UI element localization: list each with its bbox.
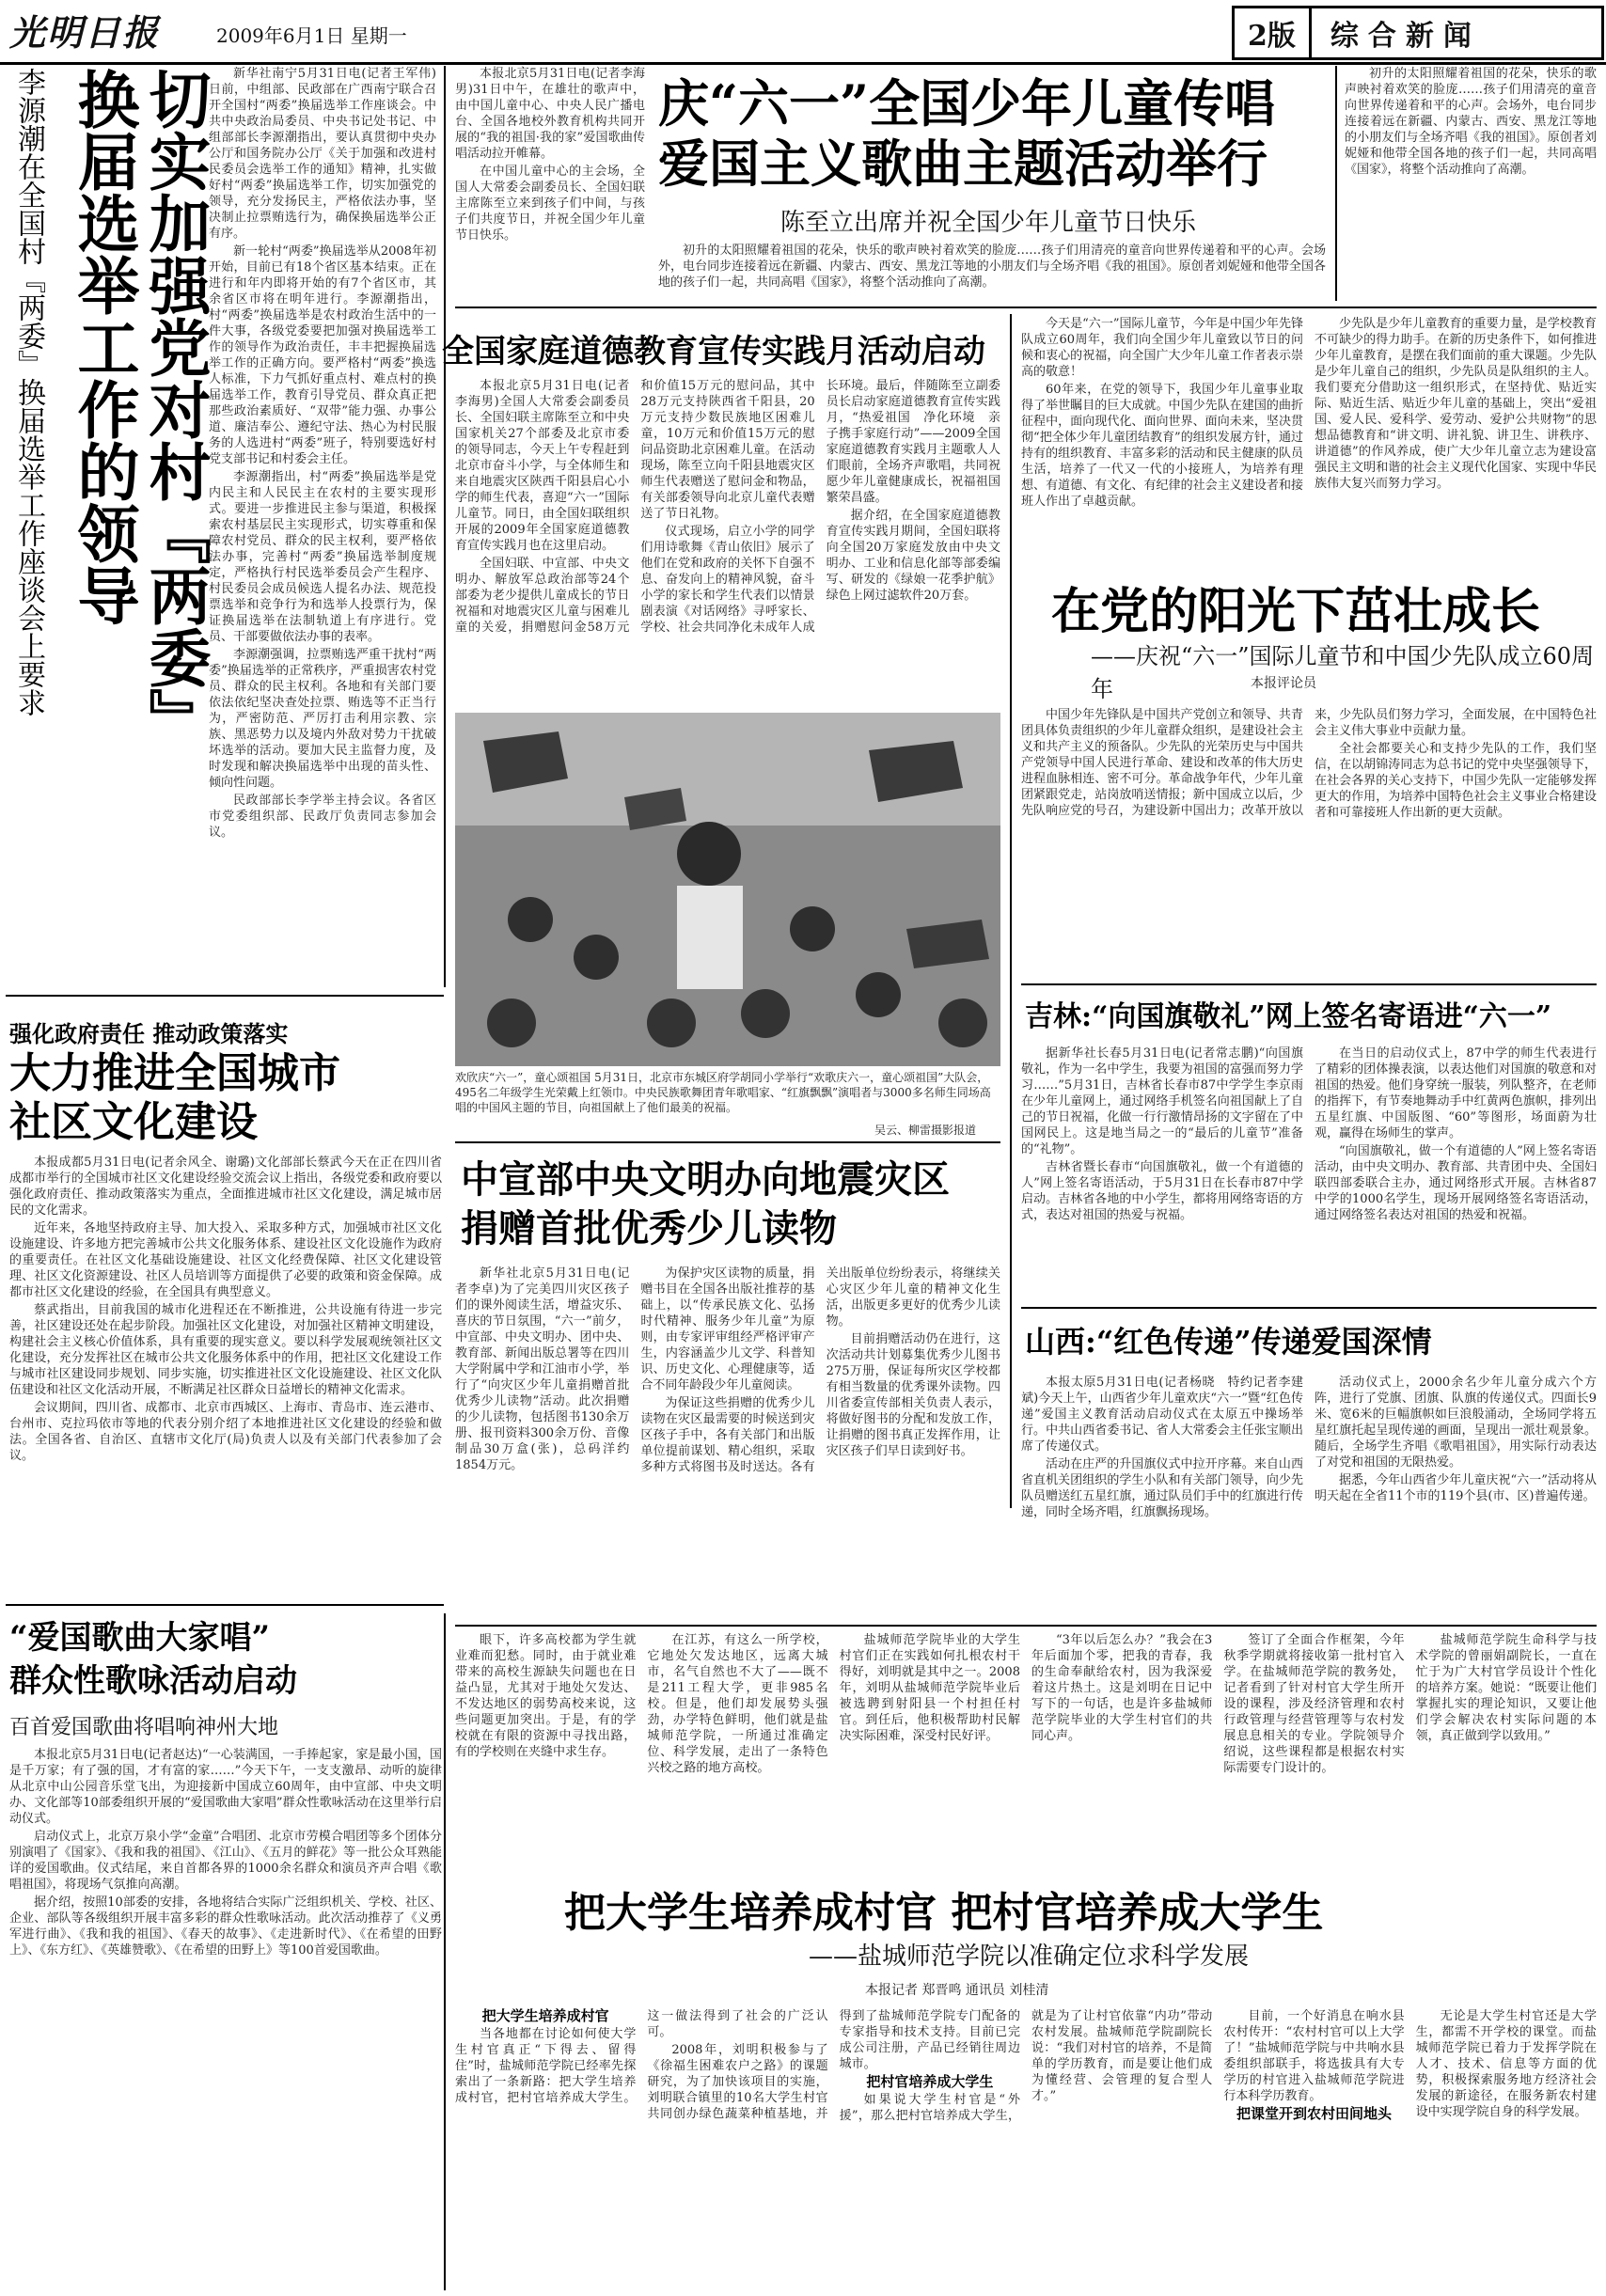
editorial-body bbox=[1021, 707, 1597, 980]
college-subhead: ——盐城师范学院以准确定位求科学发展 bbox=[809, 1942, 1250, 1971]
college-paragraph: 盐城师范学院毕业的大学生村官们正在实践如何扎根农村干得好，刘明就是其中之一。2008年，刘明从盐城师范学院毕业后被选聘到射阳县一个村担任村官。到任后，他积极帮助村民解决实际困难，深受村民好评。 bbox=[839, 1633, 1020, 1743]
college-paragraph: 在江苏，有这么一所学校，它地处欠发达地区，远离大城市，名气自然也不大了——既不是211工程大学，更非985名校。但是，他们却发展势头强劲，办学特色鲜明，他们就是盐城师范学院，一所通过准确定位、科学发展，走出了一条特色兴校之路的地方高校。 bbox=[647, 1633, 828, 1775]
column-rule bbox=[1010, 314, 1012, 1508]
top-feature-continuation bbox=[1345, 66, 1597, 301]
lead-subhead: 李源潮在全国村『两委』换届选举工作座谈会上要求 bbox=[12, 68, 45, 716]
jilin-paragraph: 吉林省暨长春市“向国旗敬礼，做一个有道德的人”网上签名寄语活动，于5月31日在长春市87中学启动。吉林省各地的中小学生，都将用网络寄语的方式，表达对祖国的热爱与祝福。 bbox=[1021, 1160, 1303, 1222]
readers-paragraph: 目前捐赠活动仍在进行，这次活动共计划募集优秀少儿图书275万册，保证每所灾区学校都有相当数量的优秀课外读物。四川省委宣传部相关负责人表示，将做好图书的分配和发放工作，让捐赠的图书真正发挥作用，让灾区孩子们早日读到好书。 bbox=[826, 1332, 1000, 1458]
culture-body bbox=[9, 1155, 442, 1596]
shanxi-headline: 山西:“红色传递”传递爱国深情 bbox=[1025, 1324, 1432, 1360]
college-paragraph: 无论是大学生村官还是大学生，都需不开学校的课堂。而盐城师范学院已着力于发挥学院在人才、技术、信息等方面的优势，积极探索服务地方经济社会发展的新途径，在服务新农村建设中实现学院自身的科学发展。 bbox=[1415, 2009, 1597, 2119]
song-body bbox=[9, 1747, 442, 2288]
college-subheading: 把课堂开到农村田间地头 bbox=[1236, 2105, 1392, 2122]
shanxi-paragraph: 据悉，今年山西省少年儿童庆祝“六一”活动将从明天起在全省11个市的119个县(市、区)普遍传递。 bbox=[1315, 1473, 1597, 1503]
column-rule bbox=[1335, 66, 1337, 301]
section-rule bbox=[1021, 1307, 1597, 1309]
college-upper-body bbox=[455, 1632, 1597, 1867]
readers-body bbox=[455, 1266, 1000, 1617]
column-rule bbox=[444, 1613, 446, 2290]
jilin-paragraph: 据新华社长春5月31日电(记者常志鹏)“向国旗敬礼，作为一名中学生，我要为祖国的富强而努力学习……”5月31日，吉林省长春市87中学学生李京雨在少年儿童网上，通过网络手机签名向祖国献上了自己的节日祝福，化做一行行激情昂扬的文字留在了中国网民上。这是地当局之一的“最后的儿童节”准备的“礼物”。 bbox=[1021, 1046, 1303, 1156]
college-paragraph: 目前，一个好消息在响水县农村传开：“农村村官可以上大学了！”盐城师范学院与中共响水县委组织部联手，将选拔具有大专学历的村官进入盐城师范学院进行本科学历教育。 bbox=[1223, 2009, 1405, 2103]
editorial-byline: 本报评论员 bbox=[1251, 676, 1316, 691]
culture-headline-line2: 社区文化建设 bbox=[9, 1098, 258, 1146]
top-feature-paragraph: 本报北京5月31日电(记者李海男)31日中午，在雄壮的歌声中，由中国儿童中心、中央人民广播电台、全国各地校外教育机构共同开展的“我的祖国·我的家”爱国歌曲传唱活动拉开帷幕。 bbox=[455, 67, 645, 161]
culture-paragraph: 蔡武指出，目前我国的城市化进程还在不断推进，公共设施有待进一步完善，社区建设还处在起步阶段。加强社区文化建设，对加强社区精神文明建设，构建社会主义核心价值体系，具有重要的现实意义。要以科学发展观统领社区文化建设，充分发挥社区在城市公共文化服务体系中的作用，把社区文化建设工作与城市社区建设同步规划、同步实施，切实推进社区文化设施建设、社区文化队伍建设和社区文化活动开展，不断满足社区群众日益增长的精神文化需求。 bbox=[9, 1303, 442, 1397]
lead-body-paragraph: 李源潮强调，拉票贿选严重干扰村“两委”换届选举的正常秩序，严重损害农村党员、群众的民主权利。各地和有关部门要依法依纪坚决查处拉票、贿选等不正当行为，严密防范、严厉打击利用宗教、宗族、黑恶势力以及境内外敌对势力干扰破坏选举的活动。要加大民主监督力度，及时发现和解决换届选举中出现的苗头性、倾向性问题。 bbox=[209, 648, 436, 790]
lead-headline-line1: 切实加强党对村『两委』 bbox=[138, 68, 212, 750]
editorial-paragraph: 中国少年先锋队是中国共产党创立和领导、共青团具体负责组织的少年儿童群众组织，是建设社会主义和共产主义的预备队。少先队的光荣历史与中国共产党领导中国人民进行革命、建设和改革的伟大历史进程血脉相连、密不可分。革命战争年代，少年儿童团紧跟党走，站岗放哨送情报；新中国成立以后，少先队响应党的号召，为建设新中国出力；改革开放以来，少先队员们努力学习，全面发展，在中国特色社会主义伟大事业中贡献力量。 bbox=[1021, 708, 1597, 818]
lead-body-paragraph: 民政部部长李学举主持会议。各省区市党委组织部、民政厅负责同志参加会议。 bbox=[209, 794, 436, 840]
shanxi-paragraph: 活动在庄严的升国旗仪式中拉开序幕。来自山西省直机关团组织的学生小队和有关部门领导，向少先队员赠送红五星红旗，通过队员们手中的红旗进行传递，同时全场齐唱，红旗飘扬现场。 bbox=[1021, 1457, 1303, 1519]
shanxi-body bbox=[1021, 1375, 1597, 1617]
song-subhead: 百首爱国歌曲将唱响神州大地 bbox=[9, 1716, 279, 1739]
editorial-subhead: ——庆祝“六一”国际儿童节和中国少先队成立60周年 bbox=[1091, 643, 1595, 702]
song-paragraph: 本报北京5月31日电(记者赵达)“一心装满国，一手捧起家，家是最小国，国是千万家；有了强的国，才有富的家……”今天下午，一支支激昂、动听的旋律从北京中山公园音乐堂飞出，为迎接新中国成立60周年，由中宣部、中央文明办、文化部等10部委组织开展的“爱国歌曲大家唱”群众性歌咏活动在这里举行启动仪式。 bbox=[9, 1748, 442, 1826]
top-feature-paragraph: 初升的太阳照耀着祖国的花朵，快乐的歌声映衬着欢笑的脸庞……孩子们用清亮的童音向世界传递着和平的心声。会场外，电台同步连接着远在新疆、内蒙古、西安、黑龙江等地的小朋友们与全场齐唱《我的祖国》。原创者刘妮娅和他带全国各地的孩子们一起，共同高唱《国家》，将整个活动推向了高潮。 bbox=[1345, 67, 1597, 177]
culture-paragraph: 本报成都5月31日电(记者余风全、谢璐)文化部部长蔡武今天在正在四川省成都市举行的全国城市社区文化建设经验交流会议上指出，各级党委和政府要以强化政府责任、推动政策落实为重点，全面推进城市社区文化建设，满足城市居民的文化需求。 bbox=[9, 1156, 442, 1218]
college-paragraph: 眼下，许多高校都为学生就业难而犯愁。同时，由于就业难带来的高校生源缺失问题也在日益凸显，尤其对于地处欠发达、不发达地区的弱势高校来说，这些问题更加突出。于是，有的学校就在有限的资源中寻找出路，有的学校则在夹缝中求生存。 bbox=[455, 1633, 637, 1759]
lead-body-paragraph: 新华社南宁5月31日电(记者王军伟)日前，中组部、民政部在广西南宁联合召开全国村“两委”换届选举工作座谈会。中共中央政治局委员、中央书记处书记、中组部部长李源潮指出，要认真贯彻中央办公厅和国务院办公厅《关于加强和改进村民委员会选举工作的通知》精神，扎实做好村“两委”换届选举工作，切实加强党的领导，充分发扬民主，严格依法办事，坚决制止拉票贿选行为，确保换届选举公正有序。 bbox=[209, 67, 436, 241]
college-paragraph: 签订了全面合作框架，今年秋季学期就将接收第一批村官入学。在盐城师范学院的教务处，记者看到了针对村官大学生所开设的课程，涉及经济管理和农村行政管理与经营管理等与农村发展息息相关的专业。学院领导介绍说，这些课程都是根据农村实际需要专门设计的。 bbox=[1223, 1633, 1405, 1775]
college-lower-body bbox=[455, 2008, 1597, 2288]
college-subheading: 把村官培养成大学生 bbox=[866, 2073, 994, 2090]
readers-paragraph: 为保护灾区读物的质量，捐赠书目在全国各出版社推荐的基础上，以“传承民族文化、弘扬时代精神、服务少年儿童”为原则，由专家评审组经严格评审产生，内容涵盖少儿文学、科普知识、历史文化、心理健康等，适合不同年龄段少年儿童阅读。 bbox=[640, 1266, 815, 1392]
jilin-paragraph: “向国旗敬礼，做一个有道德的人”网上签名寄语活动，由中央文明办、教育部、共青团中央、全国妇联四部委联合主办，通过网络形式开展。吉林省87中学的1000名学生，现场开展网络签名寄语活动，通过网络签名表达对祖国的热爱和祝福。 bbox=[1315, 1144, 1597, 1222]
section-rule bbox=[6, 1604, 444, 1606]
culture-paragraph: 近年来，各地坚持政府主导、加大投入、采取多种方式，加强城市社区文化设施建设、许多地方把完善城市公共文化服务体系、建设社区文化设施作为政府的重要责任。在社区文化基础设施建设、社区文化经费保障、社区文化建设管理、社区文化资源建设、社区人员培训等方面提供了必要的政策和资金保障。成都市社区文化建设的经验，在全国具有典型意义。 bbox=[9, 1221, 442, 1299]
lead-body-paragraph: 新一轮村“两委”换届选举从2008年初开始，目前已有18个省区基本结束。正在进行和年内即将开始的有7个省区市，其余省区市将在明年进行。李源潮指出，村“两委”换届选举是农村政治生活中的一件大事，各级党委要把加强对换届选举工作的领导作为政治责任，丰丰把握换届选举工作的正确方向。要严格村“两委”换选人标准，下力气抓好重点村、难点村的换届选举工作，教育引导党员、群众真正把那些政治素质好、“双带”能力强、办事公道、廉洁奉公、遵纪守法、热心为村民服务的人选进村“两委”班子，特别要选好村党支部书记和村委会主任。 bbox=[209, 244, 436, 466]
readers-headline-line1: 中宣部中央文明办向地震灾区 bbox=[461, 1157, 950, 1202]
top-feature-paragraph: 初升的太阳照耀着祖国的花朵，快乐的歌声映衬着欢笑的脸庞……孩子们用清亮的童音向世界传递着和平的心声。会场外，电台同步连接着远在新疆、内蒙古、西安、黑龙江等地的小朋友们与全场齐唱《我的祖国》。原创者刘妮娅和他带全国各地的孩子们一起，共同高唱《国家》，将整个活动推向了高潮。 bbox=[658, 244, 1326, 290]
jilin-paragraph: 在当日的启动仪式上，87中学的师生代表进行了精彩的团体操表演，以表达他们对国旗的敬意和对祖国的热爱。他们身穿统一服装，列队整齐，在老师的指挥下，有节奏地舞动手中红黄两色旗帜，排列出五星红旗、中国版图、“60”等图形，场面蔚为壮观，赢得在场师生的掌声。 bbox=[1315, 1046, 1597, 1140]
editorial-paragraph: 全社会都要关心和支持少先队的工作，我们坚信，在以胡锦涛同志为总书记的党中央坚强领导下，在社会各界的关心支持下，中国少先队一定能够发挥更大的作用，为培养中国特色社会主义事业合格建设者和可靠接班人作出新的更大贡献。 bbox=[1315, 742, 1597, 820]
college-paragraph: 如果说大学生村官是“外援”，那么把村官培养成大学生，就是为了让村官依靠“内功”带动农村发展。盐城师范学院副院长说：“我们对村官的培养，不是简单的学历教育，而是要让他们成为懂经营、会管理的复合型人才。” bbox=[839, 2009, 1213, 2123]
editorial-headline: 在党的阳光下茁壮成长 bbox=[1051, 583, 1541, 640]
page-section-box bbox=[1232, 6, 1604, 60]
top-feature-subhead: 陈至立出席并祝全国少年儿童节日快乐 bbox=[780, 209, 1197, 237]
song-headline-line2: 群众性歌咏活动启动 bbox=[9, 1662, 297, 1700]
top-feature-paragraph: 在中国儿童中心的主会场，全国人大常委会副委员长、全国妇联主席陈至立来到孩子们中间，与孩子们共度节日，并祝全国少年儿童节日快乐。 bbox=[455, 165, 645, 243]
lead-headline-line2: 换届选举工作的领导 bbox=[67, 68, 140, 626]
editorial-intro bbox=[1021, 316, 1597, 589]
column-rule bbox=[444, 66, 446, 987]
photo-caption: 欢欣庆“六一”，童心颂祖国 5月31日，北京市东城区府学胡同小学举行“欢歌庆六一，童心颂祖国”大队会，495名二年级学生光荣戴上红领巾。中央民族歌舞团青年歌唱家、“红旗飘飘”演唱者与3000多名师生同场高唱的中国风主题的节目，向祖国献上了他们最美的祝福。 bbox=[455, 1071, 991, 1114]
readers-paragraph: 新华社北京5月31日电(记者李卓)为了完美四川灾区孩子们的课外阅读生活，增益灾乐、喜庆的节日氛围，“六一”前夕，中宣部、中央文明办、团中央、教育部、新闻出版总署等在四川大学附属中学和江油市小学，举行了“向灾区少年儿童捐赠首批优秀少儿读物”活动。此次捐赠的少儿读物，包括图书130余万册、报刊资料300余万份、音像制品30万盒(张)，总码洋约1854万元。 bbox=[455, 1266, 630, 1472]
family-paragraph: 全国妇联、中宣部、中央文明办、解放军总政治部等24个部委为老少提供儿童成长的节日祝福和对地震灾区儿童与困难儿童的关爱，捐赠慰问金58万元和价值15万元的慰问品，其中28万元支持陕西省千阳县，20万元支持少数民族地区困难儿童，10万元和价值15万元的慰问品资助北京困难儿童。在活动现场，陈至立向千阳县地震灾区师生代表赠送了慰问金和物品，有关部委领导向北京儿童代表赠送了节日礼物。 bbox=[455, 379, 815, 635]
masthead: 光明日报 bbox=[9, 11, 161, 54]
college-paragraph: 2008年，刘明积极参与了《徐福生困难农户之路》的课题研究，为了加快该项目的实施，刘明联合镇里的10名大学生村官共同创办绿色蔬菜种植基地，并得到了盐城师范学院专门配备的专家指导和技术支持。目前已完成公司注册，产品已经销往周边城市。 bbox=[647, 2009, 1020, 2121]
song-paragraph: 据介绍，按照10部委的安排，各地将结合实际广泛组织机关、学校、社区、企业、部队等各级组织开展丰富多彩的群众性歌咏活动。此次活动推荐了《义勇军进行曲》、《我和我的祖国》、《春天的故事》、《走进新时代》、《在希望的田野上》、《东方红》、《英雄赞歌》、《在希望的田野上》等100首爱国歌曲。 bbox=[9, 1895, 442, 1958]
top-feature-headline-line1: 庆“六一”全国少年儿童传唱 bbox=[658, 73, 1276, 134]
family-paragraph: 据介绍，在全国家庭道德教育宣传实践月期间，全国妇联将向全国20万家庭发放由中央文明办、工业和信息化部等部委编写、研发的《绿娘一花季护航》绿色上网过滤软件20万套。 bbox=[826, 509, 1000, 603]
song-paragraph: 启动仪式上，北京万泉小学“金童”合唱团、北京市劳模合唱团等多个团体分别演唱了《国家》、《我和我的祖国》、《江山》、《五月的鲜花》等一批公众耳熟能详的爱国歌曲。仪式结尾，来自首都各界的1000余名群众和演员齐声合唱《歌唱祖国》，将现场气氛推向高潮。 bbox=[9, 1830, 442, 1892]
shanxi-paragraph: 活动仪式上，2000余名少年儿童分成六个方阵，进行了党旗、团旗、队旗的传递仪式。四面长9米、宽6米的巨幅旗帜如巨浪般涌动，全场同学将五星红旗托起呈现传递的画面，呈现出一派壮观景象。随后，全场学生齐唱《歌唱祖国》，用实际行动表达了对党和祖国的无限热爱。 bbox=[1315, 1376, 1597, 1470]
college-paragraph: 盐城师范学院生命科学与技术学院的曾丽娟副院长，一直在忙于为广大村官学员设计个性化的培养方案。她说：“既要让他们掌握扎实的理论知识，又要让他们学会解决农村实际问题的本领，真正做到学以致用。” bbox=[1415, 1633, 1597, 1743]
college-subheading: 把大学生培养成村官 bbox=[481, 2008, 609, 2024]
top-feature-headline-line2: 爱国主义歌曲主题活动举行 bbox=[658, 134, 1267, 194]
page-number: 2版 bbox=[1235, 8, 1312, 57]
jilin-headline: 吉林:“向国旗敬礼”网上签名寄语进“六一” bbox=[1025, 1000, 1552, 1033]
readers-headline-line2: 捐赠首批优秀少儿读物 bbox=[461, 1206, 837, 1250]
section-rule bbox=[6, 995, 444, 997]
section-rule bbox=[455, 1141, 1000, 1143]
photo-credit: 吴云、柳雷摄影报道 bbox=[874, 1124, 977, 1137]
issue-date: 2009年6月1日 星期一 bbox=[216, 24, 407, 47]
shanxi-paragraph: 本报太原5月31日电(记者杨晓 特约记者李建斌)今天上午，山西省少年儿童欢庆“六一”暨“红色传递”爱国主义教育活动启动仪式在太原五中操场举行。中共山西省委书记、省人大常委会主任张宝顺出席了传递仪式。 bbox=[1021, 1376, 1303, 1454]
photo-illustration bbox=[455, 713, 1000, 1066]
section-rule bbox=[1021, 983, 1597, 985]
top-feature-intro bbox=[455, 66, 645, 291]
section-rule bbox=[455, 1625, 1597, 1627]
college-headline: 把大学生培养成村官 把村官培养成大学生 bbox=[564, 1889, 1324, 1937]
section-rule bbox=[455, 307, 1597, 308]
song-headline-line1: “爱国歌曲大家唱” bbox=[9, 1619, 271, 1657]
lead-body-paragraph: 李源潮指出，村“两委”换届选举是党内民主和人民民主在农村的主要实现形式。要进一步推进民主参与渠道，积极探索农村基层民主实现形式，切实尊重和保障农村党员、群众的民主权利，要严格依法办事，完善村“两委”换届选举制度规定，严格执行村民选举委员会产生程序、村民委员会成员候选人提名办法、规范投票选举和竞争行为和选举人投票行为，保证换届选举在法制轨道上有序进行。党员、干部要做依法办事的表率。 bbox=[209, 470, 436, 644]
culture-headline-line1: 大力推进全国城市 bbox=[9, 1049, 340, 1097]
culture-paragraph: 会议期间，四川省、成都市、北京市西城区、上海市、青岛市、连云港市、台州市、克拉玛依市等地的代表分别介绍了本地推进社区文化建设的经验和做法。全国各省、自治区、直辖市文化厅(局)负责人以及有关部门代表参加了会议。 bbox=[9, 1401, 442, 1463]
college-paragraph: “3年以后怎么办？”我会在3年后面加个零，把我的青春，我的生命奉献给农村，因为我深爱着这片热土。这是刘明在日记中写下的一句话，也是许多盐城师范学院毕业的大学生村官们的共同心声。 bbox=[1031, 1633, 1213, 1743]
lead-body bbox=[209, 66, 436, 964]
culture-kicker: 强化政府责任 推动政策落实 bbox=[9, 1020, 289, 1047]
family-paragraph: 仪式现场，启立小学的同学们用诗歌舞《青山依旧》展示了他们在党和政府的关怀下自强不息、奋发向上的精神风貌，奋斗小学的家长和学生代表们以情景剧表演《对话网络》寻呼家长、学校、社会共同净化未成年人成长环境。最后，伴随陈至立副委员长启动家庭道德教育宣传实践月，“热爱祖国 净化环境 亲子携手家庭行动”——2009全国家庭道德教育实践月主题歌人人们眼前，全场齐声歌唱，共同祝愿少年儿童健康成长，祝福祖国繁荣昌盛。 bbox=[640, 379, 1000, 635]
family-headline: 全国家庭道德教育宣传实践月活动启动 bbox=[442, 333, 985, 370]
college-byline: 本报记者 郑晋鸣 通讯员 刘桂清 bbox=[865, 1983, 1049, 1998]
family-paragraph: 本报北京5月31日电(记者李海男)全国人大常委会副委员长、全国妇联主席陈至立和中央国家机关27个部委及北京市委的领导同志，今天上午专程赶到北京市奋斗小学，与全体师生和来自地震灾区陕西千阳县启心小学的师生代表，喜迎“六一”国际儿童节。同日，由全国妇联组织开展的2009年全国家庭道德教育宣传实践月也在这里启动。 bbox=[455, 379, 630, 553]
news-photo bbox=[455, 713, 1000, 1066]
family-body bbox=[455, 378, 1000, 707]
college-paragraph: 当各地都在讨论如何使大学生村官真正“下得去、留得住”时，盐城师范学院已经率先探索出了一条新路：把大学生培养成村官，把村官培养成大学生。这一做法得到了社会的广泛认可。 bbox=[455, 2009, 828, 2105]
top-feature-body bbox=[658, 243, 1326, 299]
readers-paragraph: 为保证这些捐赠的优秀少儿读物在灾区最需要的时候送到灾区孩子手中，各有关部门和出版单位提前谋划、精心组织，采取多种方式将图书及时送达。各有关出版单位纷纷表示，将继续关心灾区少年儿童的精神文化生活，出版更多更好的优秀少儿读物。 bbox=[640, 1266, 1000, 1474]
section-name: 综合新闻 bbox=[1330, 20, 1481, 53]
editorial-intro-paragraph: 今天是“六一”国际儿童节，今年是中国少年先锋队成立60周年，我们向全国少年儿童致以节日的问候和衷心的祝福，向全国广大少年儿童工作者表示崇高的敬意！ bbox=[1021, 317, 1303, 379]
editorial-intro-paragraph: 60年来，在党的领导下，我国少年儿童事业取得了举世瞩目的巨大成就。中国少先队在建国的曲折征程中，面向现代化、面向世界、面向未来，坚决贯彻“把全体少年儿童团结教育”的组织发展方针，通过持有的组织教育、丰富多彩的活动和民主健康的队员生活，培养了一代又一代的小接班人，为培养有理想、有道德、有文化、有纪律的社会主义建设者和接班人作出了卓越贡献。 bbox=[1021, 383, 1303, 509]
jilin-body bbox=[1021, 1046, 1597, 1299]
editorial-intro-paragraph: 少先队是少年儿童教育的重要力量，是学校教育不可缺少的得力助手。在新的历史条件下，如何推进少年儿童教育，是摆在我们面前的重大课题。少先队是少年儿童自己的组织，少先队员是队组织的主人。我们要充分借助这一组织形式，在坚持优、贴近实际、贴近生活、贴近少年儿童的基础上，突出“爱祖国、爱人民、爱科学、爱劳动、爱护公共财物”的思想品德教育和“讲文明、讲礼貌、讲卫生、讲秩序、讲道德”的作风养成，使广大少年儿童立志为建设富强民主文明和谐的社会主义现代化国家、实现中华民族伟大复兴而努力学习。 bbox=[1315, 317, 1597, 491]
